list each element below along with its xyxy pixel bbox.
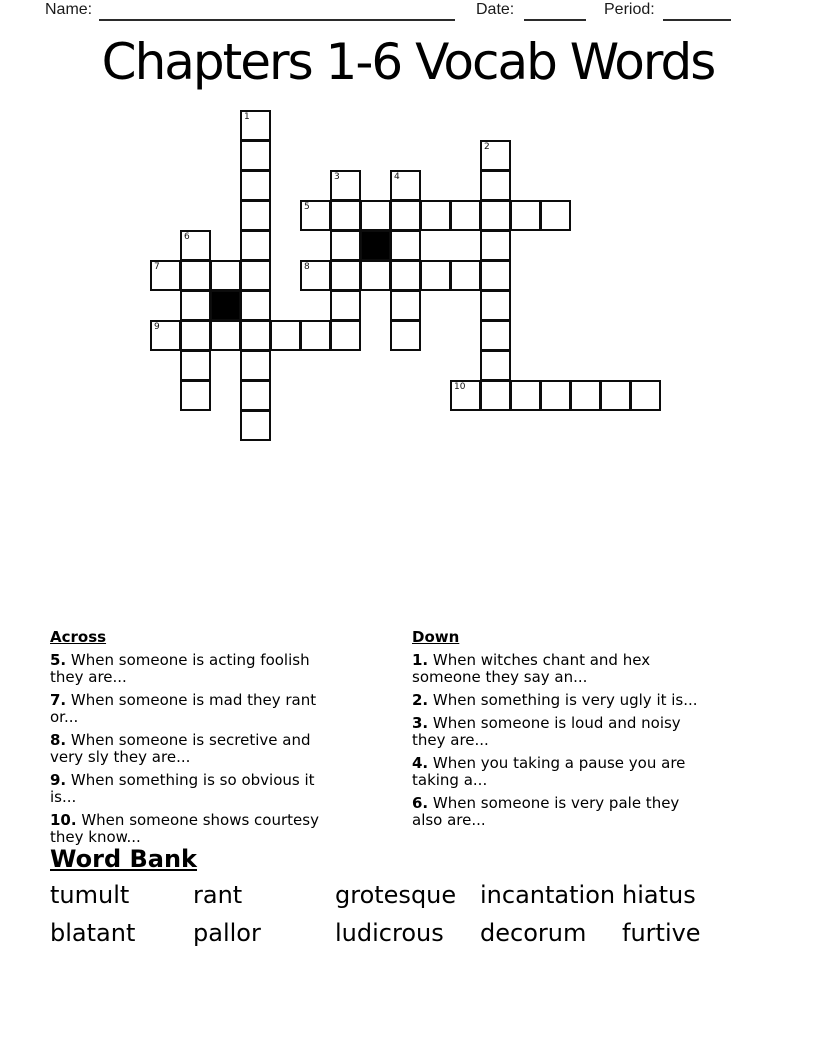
clue-text: When something is very ugly it is... [428, 691, 698, 709]
grid-cell[interactable] [240, 350, 271, 381]
grid-cell[interactable] [330, 290, 361, 321]
grid-cell[interactable] [240, 230, 271, 261]
grid-cell[interactable] [240, 110, 271, 141]
grid-cell[interactable] [240, 380, 271, 411]
grid-cell-black [210, 290, 241, 321]
grid-cell[interactable] [240, 140, 271, 171]
grid-cell[interactable] [180, 290, 211, 321]
grid-cell[interactable] [150, 260, 181, 291]
word-bank-word: tumult [50, 881, 130, 909]
grid-cell[interactable] [150, 320, 181, 351]
grid-cell[interactable] [420, 200, 451, 231]
name-label: Name: [45, 1, 93, 18]
grid-cell[interactable] [450, 260, 481, 291]
grid-cell[interactable] [480, 320, 511, 351]
grid-cell[interactable] [480, 200, 511, 231]
period-label: Period: [604, 1, 655, 18]
word-bank-word: blatant [50, 919, 136, 947]
grid-cell[interactable] [480, 380, 511, 411]
clue-item [50, 772, 342, 806]
down-clue-list [412, 652, 714, 829]
crossword-grid [150, 110, 662, 442]
cell-number: 3 [334, 172, 340, 182]
grid-cell[interactable] [240, 170, 271, 201]
clue-item [50, 812, 342, 846]
clue-text: When you taking a pause you are taking a... [412, 754, 686, 789]
date-label: Date: [476, 1, 515, 18]
word-bank-word: grotesque [335, 881, 457, 909]
cell-number: 2 [484, 142, 490, 152]
grid-cell[interactable] [180, 320, 211, 351]
cell-number: 8 [304, 262, 310, 272]
clue-text: When someone shows courtesy they know... [50, 811, 319, 846]
grid-cell[interactable] [330, 170, 361, 201]
grid-cell[interactable] [180, 380, 211, 411]
clue-text: When something is so obvious it is... [50, 771, 315, 806]
grid-cell[interactable] [480, 350, 511, 381]
name-blank-line[interactable] [99, 3, 455, 21]
clue-number: 7. [50, 691, 67, 709]
grid-cell[interactable] [480, 170, 511, 201]
across-clue-list [50, 652, 342, 846]
grid-cell[interactable] [360, 260, 391, 291]
grid-cell[interactable] [330, 260, 361, 291]
grid-cell[interactable] [390, 200, 421, 231]
grid-cell[interactable] [210, 260, 241, 291]
grid-cell[interactable] [330, 230, 361, 261]
word-bank-heading: Word Bank [50, 845, 198, 873]
down-clues-section [412, 629, 714, 835]
grid-cell[interactable] [480, 140, 511, 171]
across-clues-section [50, 629, 342, 852]
puzzle-title: Chapters 1-6 Vocab Words [101, 33, 715, 91]
grid-cell[interactable] [390, 320, 421, 351]
grid-cell[interactable] [390, 230, 421, 261]
clue-number: 3. [412, 714, 429, 732]
clue-number: 1. [412, 651, 429, 669]
word-bank-words [50, 881, 766, 948]
grid-cell[interactable] [570, 380, 601, 411]
grid-cell[interactable] [540, 200, 571, 231]
clue-text: When someone is secretive and very sly they are... [50, 731, 311, 766]
cell-number: 6 [184, 232, 190, 242]
grid-cell[interactable] [480, 260, 511, 291]
grid-cell[interactable] [630, 380, 661, 411]
clue-item [50, 732, 342, 766]
clue-number: 2. [412, 691, 429, 709]
clue-number: 4. [412, 754, 429, 772]
grid-cell[interactable] [180, 260, 211, 291]
clue-text: When someone is very pale they also are... [412, 794, 680, 829]
grid-cell[interactable] [210, 320, 241, 351]
grid-cell[interactable] [240, 260, 271, 291]
grid-cell[interactable] [420, 260, 451, 291]
grid-cell[interactable] [450, 380, 481, 411]
clue-text: When someone is acting foolish they are... [50, 651, 310, 686]
clue-item [50, 652, 342, 686]
word-bank-word: furtive [622, 919, 701, 947]
cell-number: 9 [154, 322, 160, 332]
grid-cell[interactable] [480, 290, 511, 321]
grid-cell[interactable] [390, 260, 421, 291]
grid-cell[interactable] [390, 170, 421, 201]
word-bank-word: decorum [480, 919, 587, 947]
clue-item [50, 692, 342, 726]
grid-cell[interactable] [180, 350, 211, 381]
grid-cell[interactable] [600, 380, 631, 411]
grid-cell[interactable] [270, 320, 301, 351]
grid-cell[interactable] [300, 200, 331, 231]
clue-text: When witches chant and hex someone they say an... [412, 651, 651, 686]
period-blank-line[interactable] [663, 3, 731, 21]
word-bank-word: hiatus [622, 881, 696, 909]
grid-cell[interactable] [390, 290, 421, 321]
clue-number: 6. [412, 794, 429, 812]
grid-cell[interactable] [240, 320, 271, 351]
word-bank-word: incantation [480, 881, 616, 909]
across-heading: Across [50, 628, 107, 646]
clue-number: 10. [50, 811, 77, 829]
cell-number: 1 [244, 112, 250, 122]
clue-text: When someone is loud and noisy they are... [412, 714, 681, 749]
grid-cell[interactable] [330, 200, 361, 231]
word-bank-word: pallor [193, 919, 261, 947]
grid-cell[interactable] [300, 320, 331, 351]
grid-cell[interactable] [540, 380, 571, 411]
grid-cell[interactable] [300, 260, 331, 291]
clue-text: When someone is mad they rant or... [50, 691, 317, 726]
grid-cell[interactable] [360, 200, 391, 231]
clue-number: 8. [50, 731, 67, 749]
down-heading: Down [412, 628, 460, 646]
grid-cell-black [360, 230, 391, 261]
clue-number: 5. [50, 651, 67, 669]
clue-item [412, 755, 714, 789]
clue-number: 9. [50, 771, 67, 789]
grid-cell[interactable] [510, 380, 541, 411]
grid-cell[interactable] [480, 230, 511, 261]
grid-cell[interactable] [450, 200, 481, 231]
clue-item [412, 715, 714, 749]
grid-cell[interactable] [240, 200, 271, 231]
grid-cell[interactable] [240, 290, 271, 321]
clue-item [412, 795, 714, 829]
clue-item [412, 692, 714, 709]
word-bank-word: ludicrous [335, 919, 444, 947]
clue-item [412, 652, 714, 686]
date-blank-line[interactable] [524, 3, 586, 21]
grid-cell[interactable] [510, 200, 541, 231]
grid-cell[interactable] [330, 320, 361, 351]
word-bank-word: rant [193, 881, 243, 909]
cell-number: 5 [304, 202, 310, 212]
grid-cell[interactable] [180, 230, 211, 261]
cell-number: 4 [394, 172, 400, 182]
cell-number: 10 [454, 382, 466, 392]
cell-number: 7 [154, 262, 160, 272]
grid-cell[interactable] [240, 410, 271, 441]
